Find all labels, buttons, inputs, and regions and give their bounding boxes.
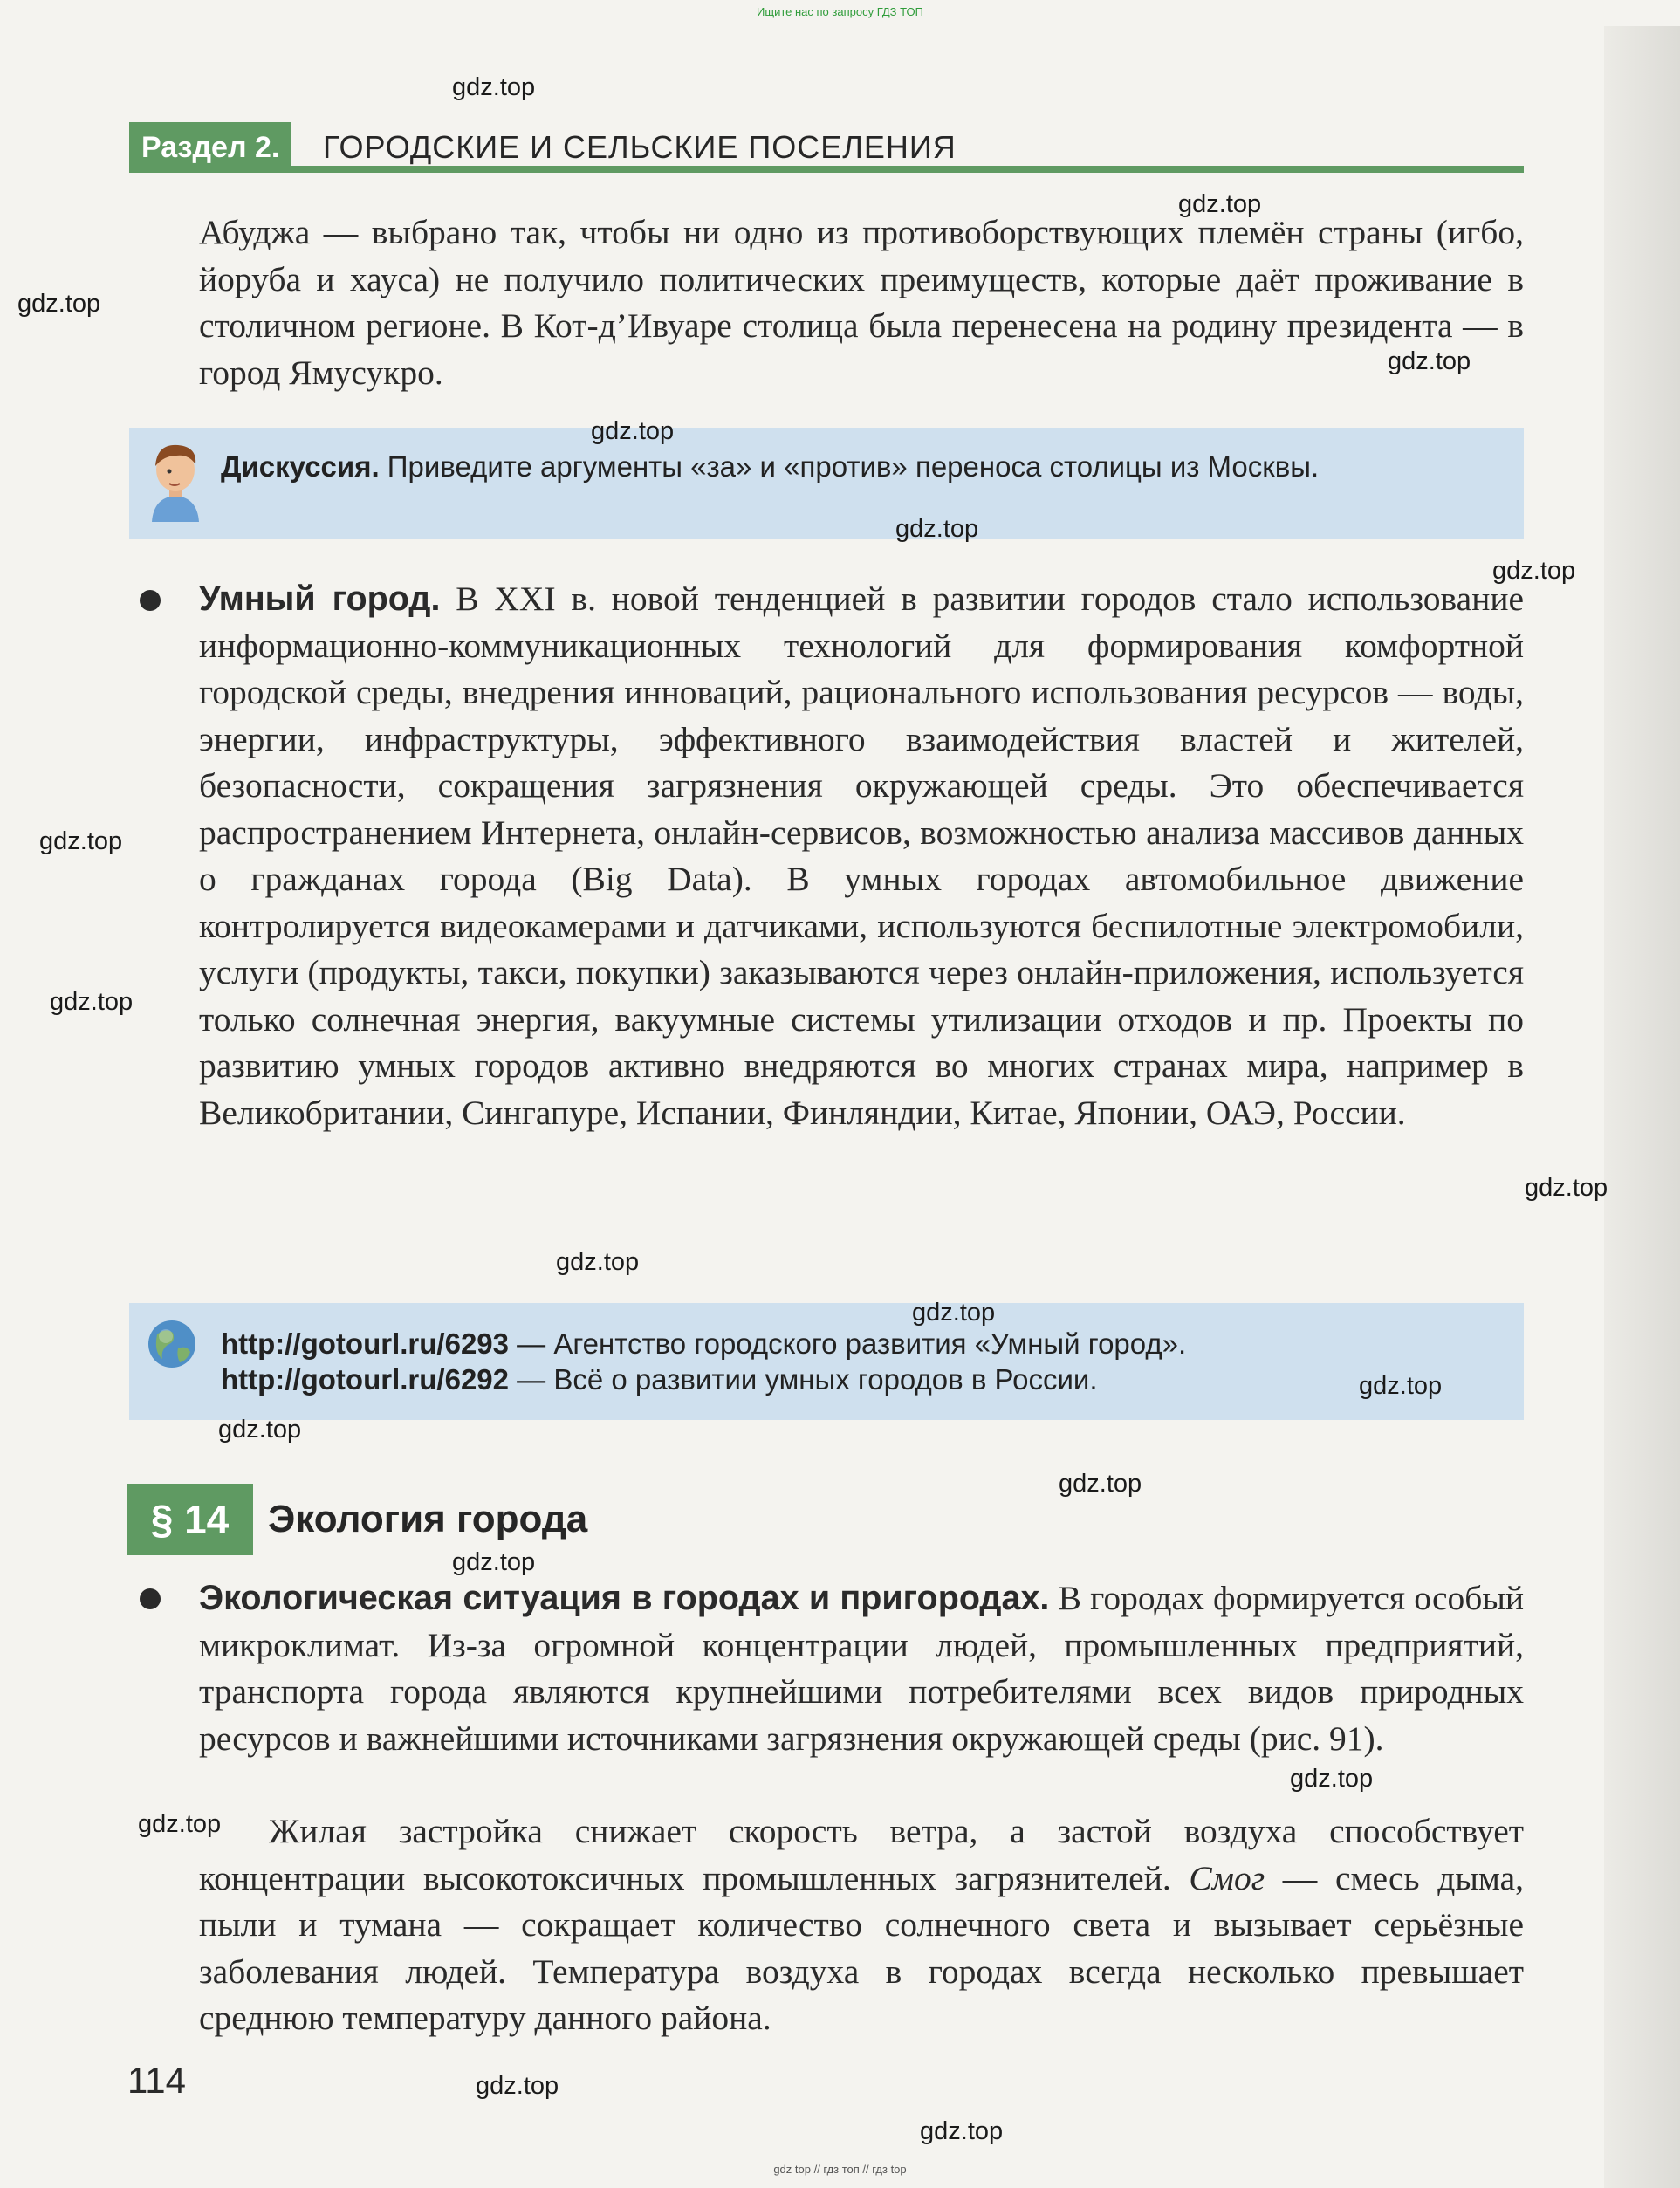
boy-avatar-icon <box>145 436 206 524</box>
watermark: gdz.top <box>1178 190 1262 218</box>
paragraph-number: § 14 <box>127 1484 253 1555</box>
smart-city-paragraph <box>199 576 1524 1136</box>
section-tag: Раздел 2. <box>129 122 291 173</box>
watermark: gdz.top <box>39 827 123 855</box>
bullet <box>140 590 161 611</box>
watermark: gdz.top <box>895 515 979 543</box>
ecology-para2-end: — смесь дыма, пыли и тумана — сокращает количество солнечного света и вызывает серьёзные заболевания людей. Температура воздуха в городах всегда несколько превышает среднюю температуру данного района. <box>199 1858 1524 2037</box>
discussion-label: Дискуссия. <box>221 450 380 483</box>
discussion-question: Приведите аргументы «за» и «против» переноса столицы из Москвы. <box>387 450 1320 483</box>
discussion-box <box>129 428 1524 539</box>
link-url[interactable]: http://gotourl.ru/6293 <box>221 1327 509 1360</box>
watermark: gdz.top <box>1388 347 1471 375</box>
intro-paragraph: Абуджа — выбрано так, чтобы ни одно из противоборствующих племён страны (игбо, йоруба и хауса) не получило политических преимуществ, которые даёт проживание в столичном регионе. В Кот-д’Ивуаре столица была перенесена на родину президента — в город Ямусукро. <box>199 213 1524 392</box>
paragraph-title: Экология города <box>268 1498 588 1540</box>
watermark: gdz.top <box>1290 1765 1374 1793</box>
watermark: gdz.top <box>556 1248 640 1276</box>
ecology-title: Экологическая ситуация в городах и пригородах. <box>199 1579 1050 1617</box>
ecology-paragraph <box>199 1575 1524 1762</box>
watermark: gdz.top <box>1525 1174 1608 1202</box>
link-desc: — Агентство городского развития «Умный город». <box>517 1327 1187 1360</box>
smog-term: Смог <box>1189 1858 1265 1897</box>
section-header <box>129 122 1524 173</box>
watermark: gdz.top <box>1059 1470 1142 1498</box>
watermark: gdz.top <box>17 290 101 318</box>
smart-city-text: В XXI в. новой тенденцией в развитии городов стало использование информационно-коммуникационных технологий для формирования комфортной городской среды, внедрения инноваций, рационального использования ресурсов — воды, энергии, инфраструктуры, эффективного взаимодействия властей и жителей, безопасности, сокращения загрязнения окружающей среды. Это обеспечивается распространением Интернета, онлайн-сервисов, возможностью анализа массивов данных о гражданах города (Big Data). В умных городах автомобильное движение контролируется видеокамерами и датчиками, используются беспилотные электромобили, услуги (продукты, такси, покупки) заказываются через онлайн-приложения, используется только солнечная энергия, вакуумные системы утилизации отходов и пр. Проекты по развитию умных городов активно внедряются во многих странах мира, например в Великобритании, Сингапуре, Испании, Финляндии, Китае, Японии, ОАЭ, России. <box>199 580 1525 1132</box>
watermark: gdz.top <box>1359 1372 1443 1400</box>
link-url[interactable]: http://gotourl.ru/6292 <box>221 1363 509 1396</box>
link-line <box>221 1361 1504 1398</box>
smart-city-title: Умный город. <box>199 580 441 618</box>
watermark: gdz.top <box>920 2117 1004 2145</box>
link-desc: — Всё о развитии умных городов в России. <box>517 1363 1098 1396</box>
watermark: gdz.top <box>1492 557 1576 585</box>
watermark: gdz.top <box>138 1810 222 1838</box>
bullet <box>140 1588 161 1609</box>
ecology-paragraph-2 <box>199 1808 1524 2042</box>
watermark: gdz.top <box>452 73 536 101</box>
watermark: gdz.top <box>50 988 134 1016</box>
watermark: gdz.top <box>218 1416 302 1444</box>
watermark: gdz.top <box>452 1548 536 1576</box>
page-edge <box>1604 26 1680 2188</box>
links-box <box>129 1303 1524 1420</box>
page-number: 114 <box>127 2060 186 2101</box>
top-note: Ищите нас по запросу ГДЗ ТОП <box>757 5 923 18</box>
bottom-note: gdz top // гдз топ // гдз top <box>773 2163 907 2176</box>
watermark: gdz.top <box>912 1299 996 1327</box>
discussion-text <box>221 449 1504 485</box>
section-title: ГОРОДСКИЕ И СЕЛЬСКИЕ ПОСЕЛЕНИЯ <box>323 129 957 165</box>
link-line <box>221 1326 1504 1362</box>
watermark: gdz.top <box>476 2072 559 2100</box>
globe-icon <box>147 1319 197 1369</box>
watermark: gdz.top <box>591 417 675 445</box>
ecology-text: В городах формируется особый микроклимат. Из-за огромной концентрации людей, промышленных предприятий, транспорта города являются крупнейшими потребителями всех видов природных ресурсов и важнейшими источниками загрязнения окружающей среды (рис. 91). <box>199 1579 1524 1758</box>
ecology-para2-start: Жилая застройка снижает скорость ветра, а застой воздуха способствует концентрации высокотоксичных промышленных загрязнителей. <box>199 1812 1524 1897</box>
